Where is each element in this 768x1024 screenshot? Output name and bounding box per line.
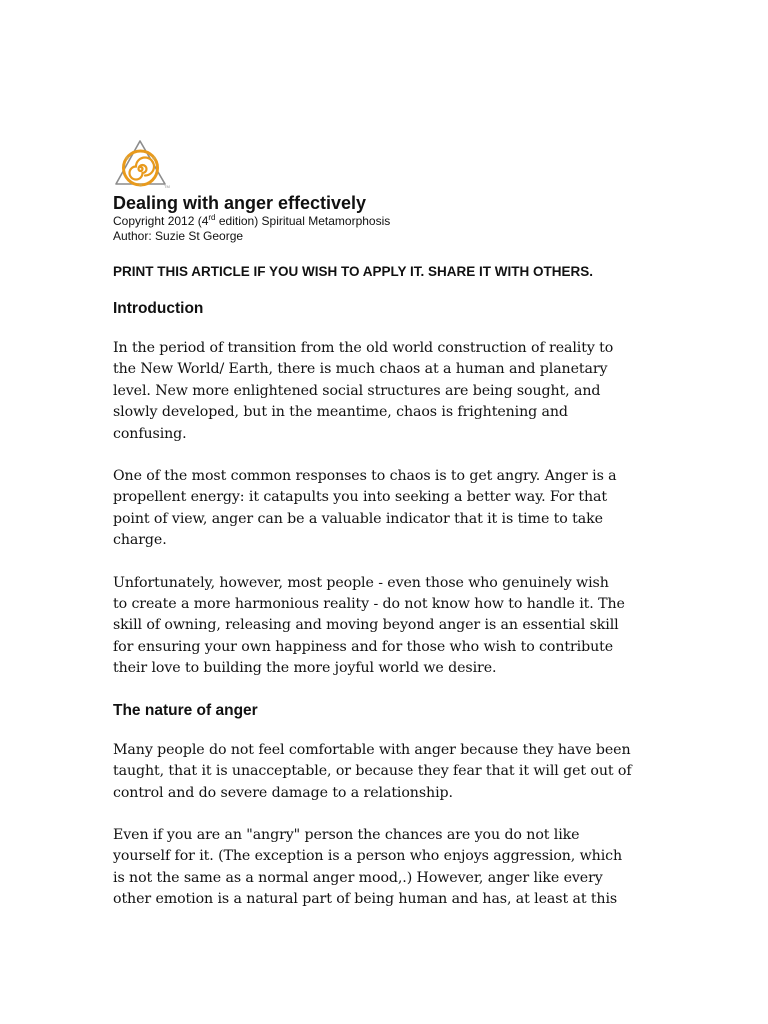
text-line: confusing. xyxy=(113,425,187,442)
paragraph xyxy=(113,740,658,804)
text-line: In the period of transition from the old world construction of reality to xyxy=(113,340,614,356)
text-line: skill of owning, releasing and moving beyond anger is an essential skill xyxy=(113,617,619,634)
text-line: Unfortunately, however, most people - even those who genuinely wish xyxy=(113,574,609,591)
author-line: Author: Suzie St George xyxy=(113,229,244,243)
paragraph xyxy=(113,466,658,552)
text-line: yourself for it. (The exception is a person who enjoys aggression, which xyxy=(113,848,623,865)
section-heading-introduction: Introduction xyxy=(113,300,204,317)
text-line: is not the same as a normal anger mood,.) However, anger like every xyxy=(113,869,603,886)
document-title: Dealing with anger effectively xyxy=(113,193,367,213)
copyright-superscript: rd xyxy=(208,213,216,222)
text-line: their love to building the more joyful world we desire. xyxy=(113,660,497,677)
document-page xyxy=(113,138,658,911)
text-line: Even if you are an "angry" person the chances are you do not like xyxy=(113,826,580,843)
text-line: point of view, anger can be a valuable indicator that it is time to take xyxy=(113,510,603,527)
logo-trademark: TM xyxy=(164,184,170,189)
text-line: slowly developed, but in the meantime, chaos is frightening and xyxy=(113,404,568,421)
text-line: One of the most common responses to chaos is to get angry. Anger is a xyxy=(113,468,617,485)
paragraph xyxy=(113,338,658,445)
text-line: Many people do not feel comfortable with anger because they have been xyxy=(113,741,631,758)
paragraph xyxy=(113,825,658,911)
copyright-suffix: edition) Spiritual Metamorphosis xyxy=(215,214,391,228)
text-line: control and do severe damage to a relationship. xyxy=(113,784,453,801)
copyright-prefix: Copyright 2012 (4 xyxy=(113,214,209,228)
spiral-triangle-logo-icon xyxy=(113,138,173,190)
paragraph xyxy=(113,573,658,680)
text-line: level. New more enlightened social structures are being sought, and xyxy=(113,382,601,399)
print-notice: PRINT THIS ARTICLE IF YOU WISH TO APPLY IT. SHARE IT WITH OTHERS. xyxy=(113,264,594,279)
copyright-line xyxy=(113,214,658,229)
section-heading-nature-of-anger: The nature of anger xyxy=(113,701,258,719)
text-line: other emotion is a natural part of being human and has, at least at this xyxy=(113,891,618,908)
text-line: taught, that it is unacceptable, or because they fear that it will get out of xyxy=(113,763,632,780)
text-line: for ensuring your own happiness and for those who wish to contribute xyxy=(113,638,614,655)
text-line: the New World/ Earth, there is much chaos at a human and planetary xyxy=(113,361,608,378)
text-line: to create a more harmonious reality - do not know how to handle it. The xyxy=(113,596,625,613)
text-line: charge. xyxy=(113,532,167,549)
text-line: propellent energy: it catapults you into seeking a better way. For that xyxy=(113,489,608,506)
